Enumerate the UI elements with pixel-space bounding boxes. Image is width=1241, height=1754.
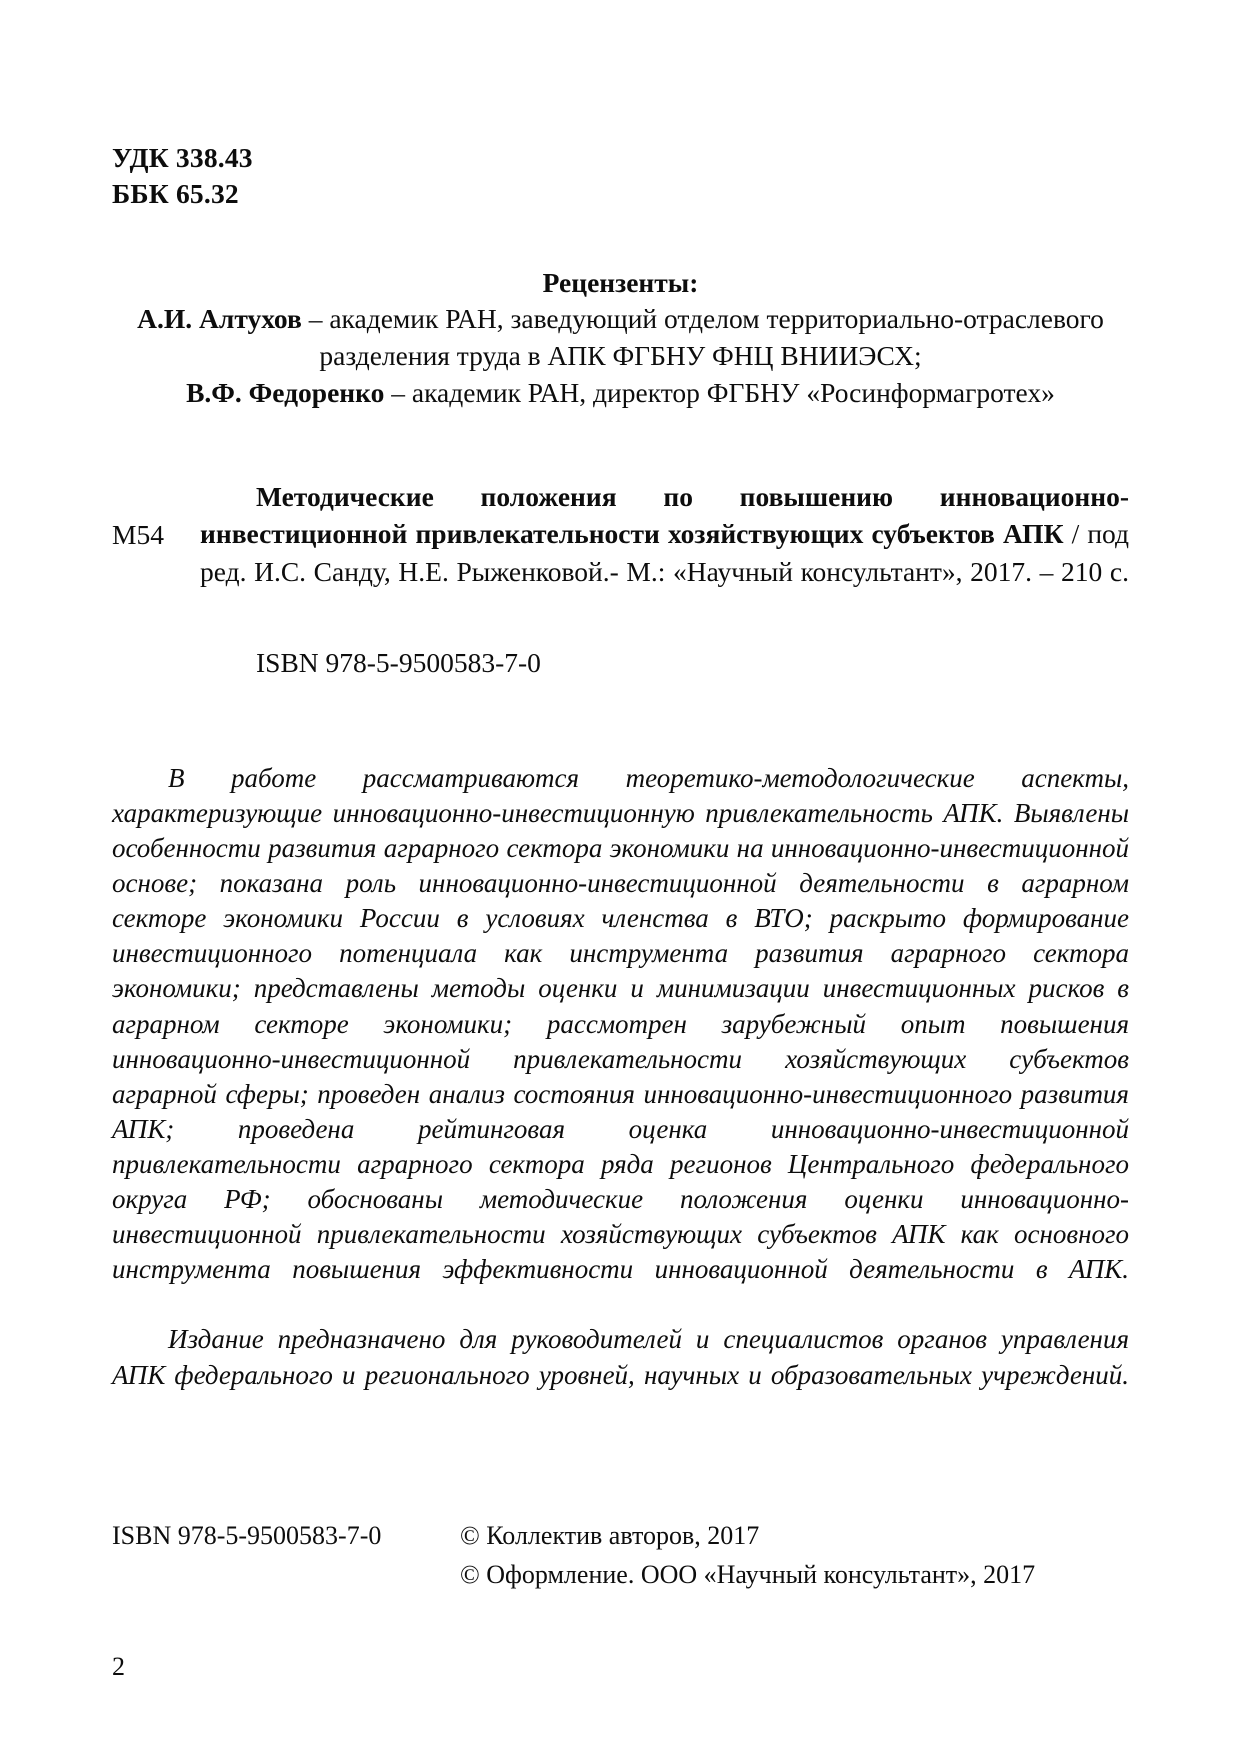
annotation-paragraph-2: Издание предназначено для руководителей и специалистов органов управления АПК федерального и регионального уровней, научных и образовательных учреждений.	[112, 1324, 1129, 1390]
reviewer-1-details: – академик РАН, заведующий отделом территориально-отраслевого разделения труда в АПК ФГБНУ ФНЦ ВНИИЭСХ;	[301, 303, 1104, 372]
card-title: Методические положения по повышению инновационно-инвестиционной привлекательности хозяйствующих субъектов АПК	[200, 480, 1129, 550]
reviewers-title: Рецензенты:	[542, 266, 699, 298]
annotation-paragraph-1: В работе рассматриваются теоретико-методологические аспекты, характеризующие инновационно-инвестиционную привлекательность АПК. Выявлены особенности развития аграрного сектора экономики на инновационно-инвестиционной основе; показана роль инновационно-инвестиционной деятельности в аграрном секторе экономики России в условиях членства в ВТО; раскрыто формирование инвестиционного потенциала как инструмента развития аграрного сектора экономики; представлены методы оценки и минимизации инвестиционных рисков в аграрном секторе экономики; рассмотрен зарубежный опыт повышения инновационно-инвестиционной привлекательности хозяйствующих субъектов аграрной сферы; проведен анализ состояния инновационно-инвестиционного развития АПК; проведена рейтинговая оценка инновационно-инвестиционной привлекательности аграрного сектора ряда регионов Центрального федерального округа РФ; обоснованы методические положения оценки инновационно-инвестиционной привлекательности хозяйствующих субъектов АПК как основного инструмента повышения эффективности инновационной деятельности в АПК.	[112, 762, 1129, 1285]
card-body	[200, 478, 1129, 681]
reviewers-section	[112, 265, 1129, 412]
annotation-section	[112, 761, 1129, 1428]
copyright-design: © Оформление. ООО «Научный консультант», 2017	[460, 1559, 1036, 1589]
reviewer-entry-2	[112, 375, 1129, 412]
bbk-code: ББК 65.32	[112, 178, 239, 210]
classification-codes	[112, 140, 1129, 213]
copyright-authors: © Коллектив авторов, 2017	[460, 1520, 760, 1550]
bibliographic-card	[112, 478, 1129, 681]
udk-code: УДК 338.43	[112, 142, 253, 173]
card-isbn: ISBN 978-5-9500583-7-0	[256, 646, 541, 678]
footer-section	[112, 1516, 1129, 1594]
reviewer-entry-1	[112, 301, 1129, 375]
card-imprint: / под ред. И.С. Санду, Н.Е. Рыженковой.- М.: «Научный консультант», 2017. – 210 с.	[200, 518, 1129, 587]
card-title-paragraph	[200, 478, 1129, 628]
reviewer-1-name: А.И. Алтухов	[137, 303, 302, 335]
reviewer-2-details: – академик РАН, директор ФГБНУ «Росинформагротех»	[384, 377, 1055, 409]
page-number: 2	[112, 1652, 125, 1681]
copyright-block	[460, 1516, 1035, 1594]
reviewer-2-name: В.Ф. Федоренко	[186, 377, 385, 409]
footer-isbn: ISBN 978-5-9500583-7-0	[112, 1520, 382, 1550]
card-index: М54	[112, 518, 164, 550]
